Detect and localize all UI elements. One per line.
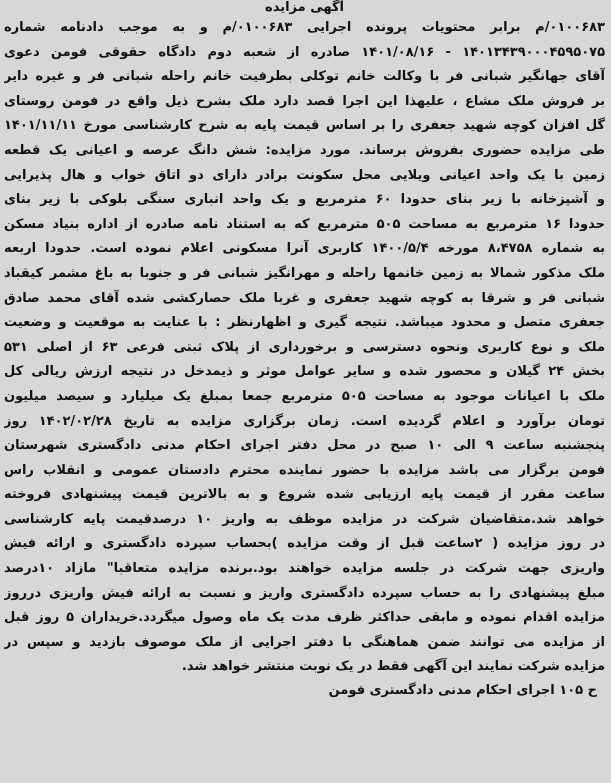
- notice-line: پنجشنبه ساعت ۹ الی ۱۰ صبح در محل دفتر اجرای احکام مدنی دادگستری شهرستان: [4, 438, 605, 454]
- notice-footer: ح ۱۰۵ اجرای احکام مدنی دادگستری فومن: [328, 683, 597, 699]
- notice-line: تومان برآورد و اعلام گردیده است. زمان برگزاری مزایده به تاریخ ۱۴۰۲/۰۲/۲۸ روز: [4, 413, 605, 429]
- notice-line: واریزی جهت شرکت در جلسه مزایده خواهند بود.برنده مزایده متعاقبا" مازاد ۱۰درصد: [4, 561, 605, 577]
- notice-line: طی مزایده حضوری بفروش برساند. مورد مزایده: شش دانگ عرصه و اعیانی یک قطعه: [4, 142, 605, 158]
- notice-line: از مزایده می توانند ضمن هماهنگی با دفتر اجرایی از ملک موصوف بازدید و سپس در: [4, 634, 605, 650]
- notice-line: ملک و نوع کاربری ونحوه دسترسی و برخورداری از پلاک ثبتی فرعی ۶۳ از اصلی ۵۳۱: [4, 339, 605, 355]
- notice-line: آقای جهانگیر شبانی فر با وکالت خانم توکلی بطرفیت خانم راحله شبانی فر و غیره دایر: [4, 69, 605, 85]
- notice-line: خواهد شد.متقاضیان شرکت در مزایده موظف به واریز ۱۰ درصدقیمت پایه کارشناسی: [4, 511, 605, 527]
- notice-line: ملک مذکور شمالا به زمین خانمها راحله و مهرانگیز شبانی فر و جنوبا به باغ مشمر کیقباد: [4, 265, 605, 281]
- notice-line: بخش ۲۴ گیلان و محصور شده و سایر عوامل موثر و ذیمدخل در نتیجه ارزش ریالی کل: [4, 364, 605, 380]
- notice-line: و آشپزخانه با زیر بنای حدودا ۶۰ مترمربع و یک واحد انباری سنگی بلوکی با زیر بنای: [4, 192, 605, 208]
- notice-line: ۱۴۰۱۳۴۳۹۰۰۰۴۵۹۵۰۷۵ - ۱۴۰۱/۰۸/۱۶ صادره از شعبه دوم دادگاه حقوقی فومن دعوی: [4, 44, 605, 60]
- notice-title: آگهی مزایده: [265, 0, 344, 15]
- notice-line: فومن برگزار می باشد مزایده با حضور نماینده محترم دادستان عمومی و انقلاب راس: [4, 462, 605, 478]
- notice-line: ملک با اعیانات موجود به مساحت ۵۰۵ مترمربع جمعا بمبلغ یک میلیارد و سیصد میلیون: [4, 388, 605, 404]
- notice-line: مبلغ پیشنهادی را به حساب سپرده دادگستری واریز و نسبت به ارائه فیش واریزی درروز: [4, 585, 605, 601]
- notice-line: حدودا ۱۶ مترمربع به مساحت ۵۰۵ مترمربع که به استناد نامه صادره از اداره بنیاد مسکن: [4, 216, 605, 232]
- notice-line: به شماره ۸،۴۷۵۸ مورخه ۱۴۰۰/۵/۴ کاربری آنرا مسکونی اعلام نموده است. حدودا اربعه: [4, 241, 605, 257]
- notice-line: بر فروش ملک مشاع ، علیهذا این اجرا قصد دارد ملک بشرح ذیل واقع در فومن روستای: [4, 93, 605, 109]
- notice-line: شبانی فر و شرقا به کوچه شهید جعفری و غربا ملک حصارکشی شده آقای محمد صادق: [4, 290, 605, 306]
- notice-line: ساعت مقرر از قیمت پایه ارزیابی شده شروع و به بالاترین قیمت پیشنهادی فروخته: [4, 487, 605, 503]
- notice-body: [4, 16, 605, 680]
- notice-line: گل افزان کوچه شهید جعفری را بر اساس قیمت پایه به شرح کارشناسی مورخ ۱۴۰۱/۱۱/۱۱: [4, 118, 605, 134]
- notice-line: مزایده شرکت نمایند این آگهی فقط در یک نوبت منتشر خواهد شد.: [181, 659, 605, 675]
- notice-line: در روز مزایده ( ۲ساعت قبل از وقت مزایده )بحساب سپرده دادگستری و ارائه فیش: [4, 536, 605, 552]
- notice-line: جعفری متصل و محدود میباشد. نتیجه گیری و اظهارنظر : با عنایت به موقعیت و وضعیت: [4, 315, 605, 331]
- notice-line: مزایده اقدام نموده و مابقی حداکثر ظرف مدت یک ماه وصول میگردد.خریداران ۵ روز قبل: [4, 610, 605, 626]
- notice-line: زمین با یک واحد اعیانی ویلایی محل سکونت برادر دارای دو اتاق خواب و هال پذیرایی: [4, 167, 605, 183]
- notice-line: ۰۱۰۰۶۸۳/م برابر محتویات پرونده اجرایی ۰۱۰۰۶۸۳/م و به موجب دادنامه شماره: [4, 20, 605, 35]
